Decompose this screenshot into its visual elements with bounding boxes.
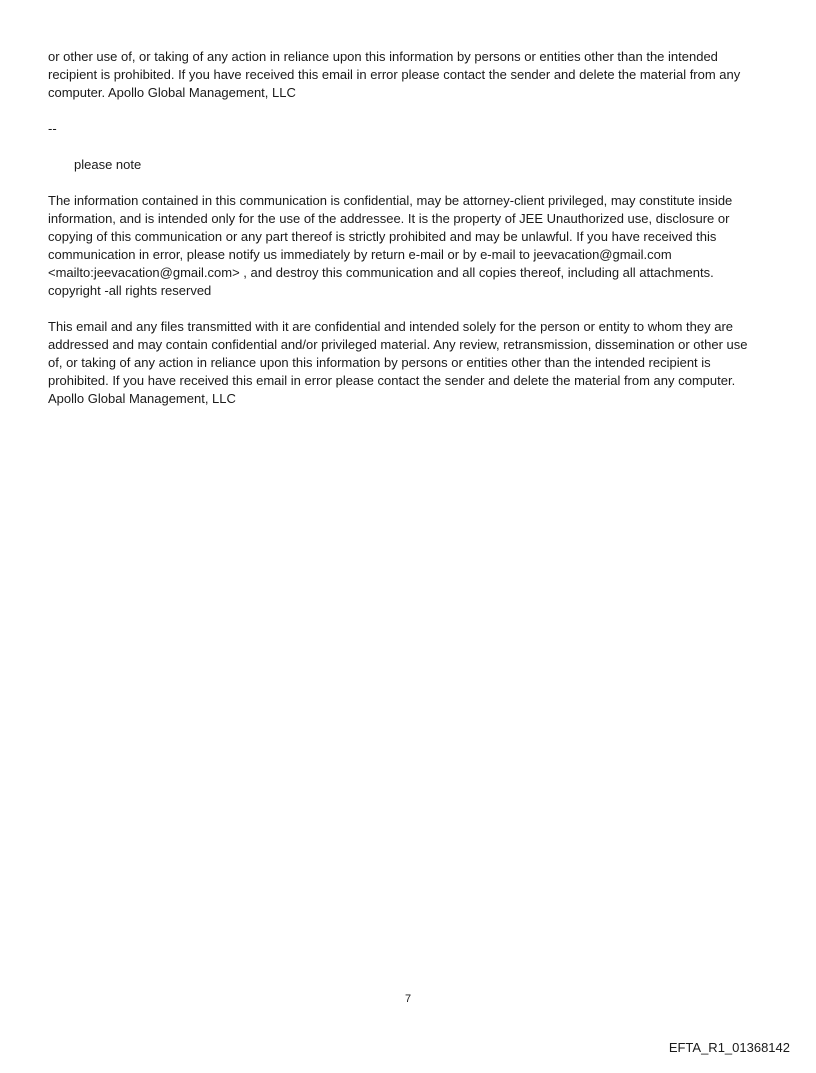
page-number: 7 [404, 993, 412, 1005]
confidentiality-paragraph: The information contained in this communication is confidential, may be attorney-client privileged, may constitute inside information, and is intended only for the use of the addressee. It is the property of JEE Unauthorized use, disclosure or copying of this communication or any part thereof is strictly prohibited and may be unlawful. If you have received this communication in error, please notify us immediately by return e-mail or by e-mail to jeevacation@gmail.com <mailto:jeevacation@gmail.com> , and destroy this communication and all copies thereof, including all attachments. copyright -all rights reserved [48, 193, 733, 298]
disclaimer-paragraph: This email and any files transmitted with it are confidential and intended solely for the person or entity to whom they are addressed and may contain confidential and/or privileged material. Any review, retransmission, dissemination or other use of, or taking of any action in reliance upon this information by persons or entities other than the intended recipient is prohibited. If you have received this email in error please contact the sender and delete the material from any computer. Apollo Global Management, LLC [48, 319, 748, 406]
note-heading: please note [74, 157, 142, 172]
signature-separator: -- [48, 121, 57, 136]
disclaimer-paragraph-continued: or other use of, or taking of any action in reliance upon this information by persons or entities other than the intended recipient is prohibited. If you have received this email in error please contact the sender and delete the material from any computer. Apollo Global Management, LLC [48, 49, 741, 100]
document-body [48, 48, 760, 426]
document-id: EFTA_R1_01368142 [668, 1040, 790, 1055]
